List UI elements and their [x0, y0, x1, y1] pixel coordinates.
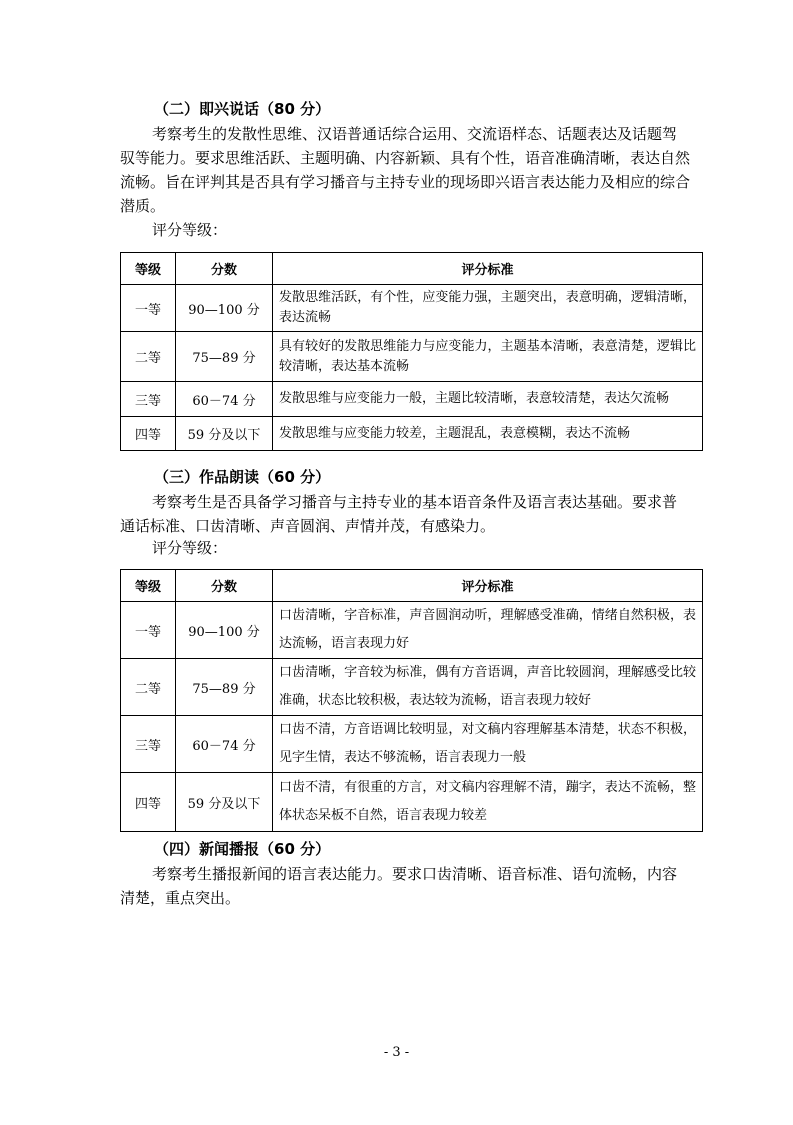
cell-criteria: 具有较好的发散思维能力与应变能力，主题基本清晰，表意清楚，逻辑比较清晰，表达基本流畅: [273, 332, 703, 382]
table-header-row: [121, 253, 703, 285]
cell-score: 90—100 分: [176, 285, 273, 332]
cell-level: 一等: [121, 602, 176, 659]
paragraph-text: 考察考生的发散性思维、汉语普通话综合运用、交流语样态、话题表达及话题驾驭等能力。要求思维活跃、主题明确、内容新颖、具有个性，语音准确清晰，表达自然流畅。旨在评判其是否具有学习播音与主持专业的现场即兴语言表达能力及相应的综合潜质。: [120, 125, 691, 215]
table-row: [121, 602, 703, 659]
cell-level: 三等: [121, 382, 176, 417]
cell-level: 四等: [121, 417, 176, 451]
section-paragraph-impromptu-speech: [120, 122, 690, 218]
cell-level: 四等: [121, 773, 176, 832]
table-row: [121, 382, 703, 417]
paragraph-text: 考察考生播报新闻的语言表达能力。要求口齿清晰、语音标准、语句流畅，内容清楚，重点突出。: [120, 865, 678, 907]
section-paragraph-work-reading: [120, 490, 690, 538]
cell-level: 三等: [121, 716, 176, 773]
header-level: 等级: [121, 253, 176, 285]
section-heading-work-reading: （三）作品朗读（60 分）: [154, 468, 331, 486]
cell-criteria: 口齿不清，方音语调比较明显，对文稿内容理解基本清楚，状态不积极，见字生情，表达不够流畅，语言表现力一般: [273, 716, 703, 773]
cell-level: 二等: [121, 659, 176, 716]
page-number: - 3 -: [383, 1045, 410, 1060]
table-row: [121, 417, 703, 451]
table-row: [121, 773, 703, 832]
grading-label: 评分等级：: [152, 221, 228, 239]
header-score: 分数: [176, 570, 273, 602]
cell-criteria: 发散思维活跃，有个性，应变能力强，主题突出，表意明确，逻辑清晰，表达流畅: [273, 285, 703, 332]
cell-criteria: 发散思维与应变能力一般，主题比较清晰，表意较清楚，表达欠流畅: [273, 382, 703, 417]
grading-label: 评分等级：: [152, 539, 228, 557]
table-row: [121, 659, 703, 716]
cell-score: 75—89 分: [176, 659, 273, 716]
section-heading-impromptu-speech: （二）即兴说话（80 分）: [154, 100, 331, 118]
section-heading-news-broadcast: （四）新闻播报（60 分）: [154, 840, 331, 858]
cell-criteria: 口齿清晰，字音较为标准，偶有方音语调，声音比较圆润，理解感受比较准确，状态比较积极，表达较为流畅，语言表现力较好: [273, 659, 703, 716]
header-criteria: 评分标准: [273, 570, 703, 602]
cell-score: 60－74 分: [176, 382, 273, 417]
cell-criteria: 口齿不清，有很重的方言，对文稿内容理解不清，蹦字，表达不流畅，整体状态呆板不自然，语言表现力较差: [273, 773, 703, 832]
cell-level: 一等: [121, 285, 176, 332]
table-row: [121, 332, 703, 382]
table-row: [121, 285, 703, 332]
paragraph-text: 考察考生是否具备学习播音与主持专业的基本语音条件及语言表达基础。要求普通话标准、口齿清晰、声音圆润、声情并茂，有感染力。: [120, 493, 678, 535]
cell-criteria: 发散思维与应变能力较差，主题混乱，表意模糊，表达不流畅: [273, 417, 703, 451]
header-level: 等级: [121, 570, 176, 602]
table-row: [121, 716, 703, 773]
cell-score: 75—89 分: [176, 332, 273, 382]
table-header-row: [121, 570, 703, 602]
cell-score: 59 分及以下: [176, 773, 273, 832]
cell-score: 90—100 分: [176, 602, 273, 659]
section-paragraph-news-broadcast: [120, 862, 690, 910]
cell-score: 59 分及以下: [176, 417, 273, 451]
header-criteria: 评分标准: [273, 253, 703, 285]
cell-criteria: 口齿清晰，字音标准，声音圆润动听，理解感受准确，情绪自然积极，表达流畅，语言表现力好: [273, 602, 703, 659]
cell-score: 60－74 分: [176, 716, 273, 773]
grading-table-work-reading: [120, 569, 703, 832]
grading-table-impromptu-speech: [120, 252, 703, 451]
header-score: 分数: [176, 253, 273, 285]
cell-level: 二等: [121, 332, 176, 382]
